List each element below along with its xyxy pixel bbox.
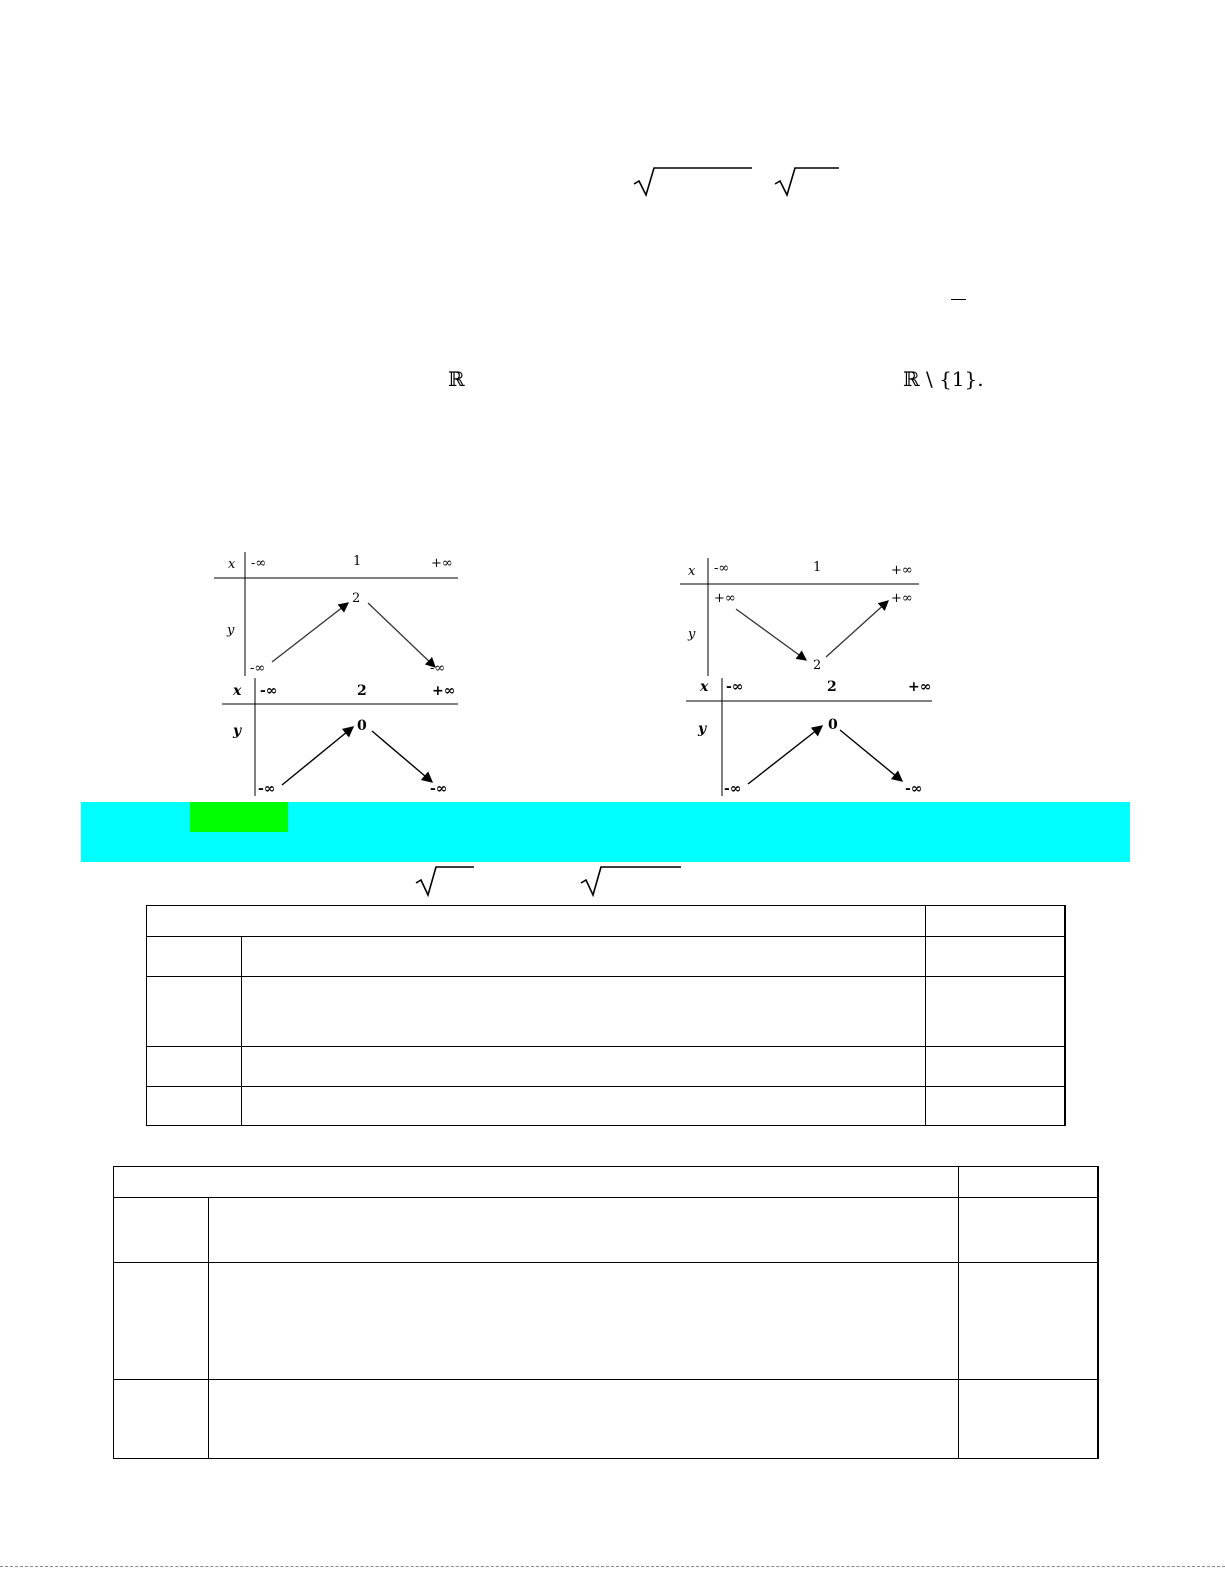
table-row [147,1047,1066,1087]
grading-table-2 [113,1166,1099,1459]
t2-x-value: -∞ [714,561,730,576]
t1-y-value: -∞ [250,661,266,676]
t2-y-value: +∞ [891,591,913,606]
t2-y-label: y [688,627,696,642]
t4-x-label: x [700,679,709,695]
t2-y-value: +∞ [714,591,736,606]
t3-y-value: -∞ [430,781,448,797]
t1-x-value: 1 [353,554,362,569]
table-row [114,1198,1099,1263]
t3-y-value: 0 [357,718,367,734]
table-row [114,1167,1099,1198]
domain-reals-minus-one: ℝ \ {1}. [903,367,984,391]
table-row [147,937,1066,977]
radical-sign-4 [579,862,683,898]
t1-x-label: x [228,557,236,572]
t1-x-value: +∞ [431,556,453,571]
t3-x-value: +∞ [432,683,456,699]
t4-x-value: +∞ [908,679,932,695]
t1-y-value: 2 [352,591,361,606]
t4-y-value: -∞ [724,781,742,797]
variation-table-3 [222,678,462,798]
t1-x-value: -∞ [251,556,267,571]
t4-y-value: 0 [828,717,838,733]
radical-sign-2 [773,164,841,198]
variation-table-1 [212,550,462,678]
table-row [147,1087,1066,1126]
table-row [114,1380,1099,1459]
variation-table-4 [686,678,936,798]
t3-x-label: x [233,683,242,699]
t3-y-value: -∞ [258,781,276,797]
t4-y-label: y [698,721,707,737]
t1-y-value: -∞ [430,661,446,676]
table-row [147,906,1066,937]
t4-x-value: -∞ [726,679,744,695]
grading-table-1 [146,905,1066,1126]
highlight-marker [190,802,288,832]
variation-table-2 [678,556,923,678]
t1-y-label: y [227,623,235,638]
t2-x-label: x [688,564,696,579]
t3-x-value: 2 [357,683,367,699]
radical-sign-1 [632,164,754,198]
fraction-bar [951,299,966,300]
page-footer-rule [0,1566,1225,1568]
domain-reals: ℝ [448,367,465,391]
t3-x-value: -∞ [260,683,278,699]
t2-x-value: 1 [813,560,822,575]
t4-y-value: -∞ [905,781,923,797]
t2-y-value: 2 [813,658,822,673]
table-row [114,1263,1099,1380]
radical-sign-3 [414,862,476,898]
table-row [147,977,1066,1047]
t4-x-value: 2 [827,679,837,695]
t2-x-value: +∞ [891,563,913,578]
t3-y-label: y [233,723,242,739]
